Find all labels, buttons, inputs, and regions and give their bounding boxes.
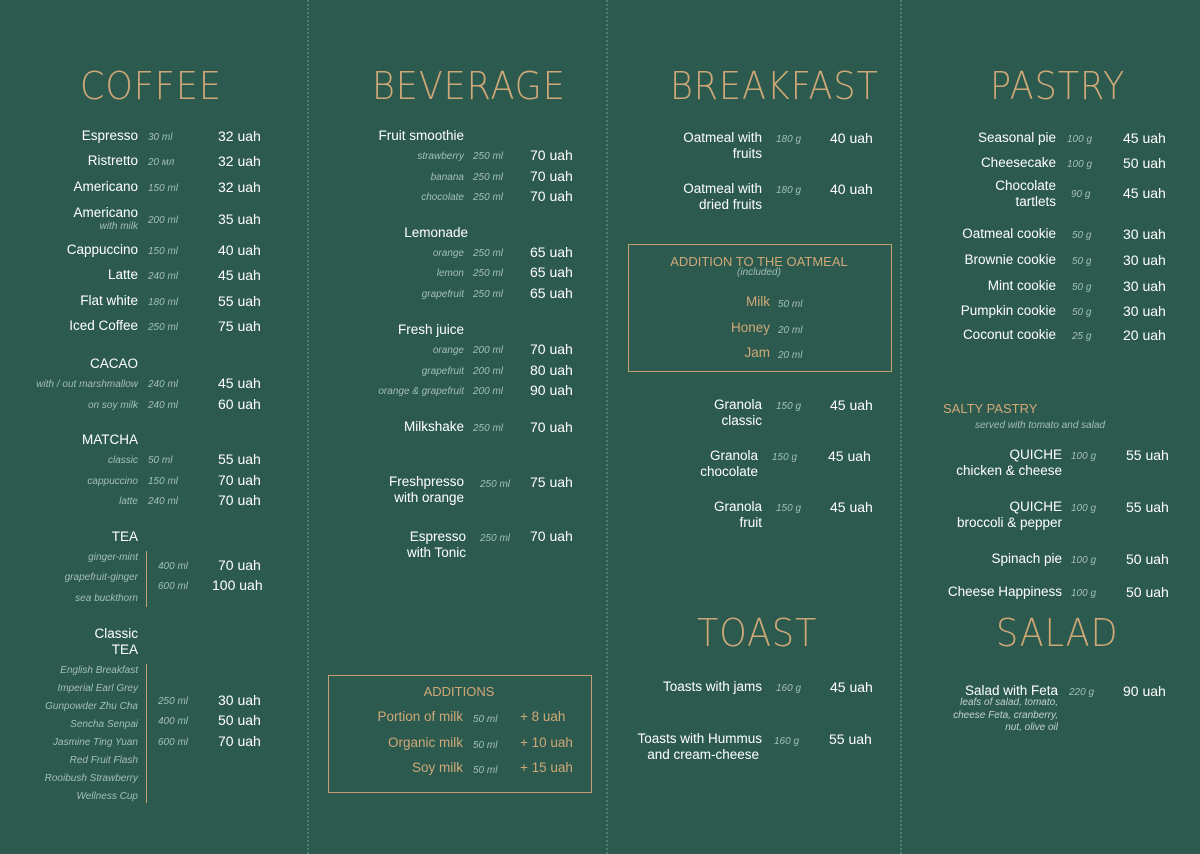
cacao-title: CACAO: [89, 356, 138, 371]
menu-item-size: 240 ml: [148, 379, 179, 390]
menu-item-size: 100 g: [1067, 159, 1093, 170]
menu-item-size: 180 ml: [148, 297, 179, 308]
menu-item-price: 55 uah: [218, 293, 261, 309]
tea-flavor: Gunpowder Zhu Cha: [45, 701, 138, 712]
menu-item-size: 200 ml: [473, 345, 504, 356]
menu-item-name: Americano: [73, 179, 138, 194]
menu-item-size: 250 ml: [480, 479, 511, 490]
menu-item-price: 40 uah: [830, 130, 873, 146]
menu-item-name: latte: [119, 496, 138, 507]
menu-item-size: 240 ml: [148, 496, 179, 507]
breakfast-heading: BREAKFAST: [670, 64, 879, 108]
menu-item-size: 180 g: [776, 134, 802, 145]
menu-item-price: 70 uah: [530, 168, 573, 184]
lemonade-title: Lemonade: [404, 225, 468, 240]
menu-item-size: 200 ml: [473, 386, 504, 397]
menu-item-size: 250 ml: [473, 423, 504, 434]
addition-name: Organic milk: [387, 735, 463, 750]
menu-item-price: 70 uah: [218, 492, 261, 508]
menu-item-name: Granola: [713, 397, 762, 412]
menu-item-size: 100 g: [1071, 588, 1097, 599]
menu-item-price: 30 uah: [1123, 303, 1166, 319]
menu-item-price: 70 uah: [530, 341, 573, 357]
menu-item-name: Espresso: [81, 128, 138, 143]
addition-name: Soy milk: [411, 760, 463, 775]
menu-item-name: and cream-cheese: [647, 747, 759, 762]
menu-item-price: 50 uah: [1126, 551, 1169, 567]
menu-item-name: Salad with Feta: [964, 683, 1058, 698]
menu-item-name: Granola: [713, 499, 762, 514]
menu-item-size: 400 ml: [158, 561, 189, 572]
menu-item-name: Latte: [107, 267, 138, 282]
menu-item-name: orange: [432, 345, 464, 356]
menu-item-price: 50 uah: [218, 712, 261, 728]
menu-item-name: Iced Coffee: [69, 318, 138, 333]
menu-item-size: 50 g: [1072, 307, 1092, 318]
menu-item-size: 600 ml: [158, 581, 189, 592]
tea-title: TEA: [111, 529, 138, 544]
menu-item-name: Chocolate: [995, 178, 1056, 193]
menu-item-price: 80 uah: [530, 362, 573, 378]
addition-size: 20 ml: [778, 350, 803, 361]
menu-item-name: Mint cookie: [987, 278, 1056, 293]
menu-item-name: grapefruit: [421, 366, 464, 377]
menu-item-name: Cheesecake: [980, 155, 1056, 170]
menu-item-size: 220 g: [1069, 687, 1095, 698]
menu-item-name: Pumpkin cookie: [960, 303, 1056, 318]
tea-flavor: English Breakfast: [60, 665, 138, 676]
addition-size: 50 ml: [473, 740, 498, 751]
menu-item-price: 70 uah: [530, 147, 573, 163]
tea-flavor: grapefruit-ginger: [64, 572, 138, 583]
menu-item-size: 160 g: [774, 736, 800, 747]
menu-item-name: tartlets: [1015, 194, 1056, 209]
menu-item-name: fruit: [739, 515, 762, 530]
menu-item-price: 45 uah: [830, 499, 873, 515]
menu-item-name: classic: [107, 455, 138, 466]
column-divider: [307, 0, 309, 854]
menu-item-price: 40 uah: [830, 181, 873, 197]
menu-item-name: QUICHE: [1009, 499, 1062, 514]
menu-item-price: 90 uah: [1123, 683, 1166, 699]
smoothie-title: Fruit smoothie: [378, 128, 464, 143]
menu-item-price: 40 uah: [218, 242, 261, 258]
menu-item-size: 160 g: [776, 683, 802, 694]
menu-item-price: 75 uah: [218, 318, 261, 334]
menu-item-description: leafs of salad, tomato,: [960, 697, 1058, 708]
addition-name: Portion of milk: [377, 709, 463, 724]
addition-price: + 15 uah: [520, 760, 573, 775]
menu-item-size: 240 ml: [148, 400, 179, 411]
tea-flavor: Jasmine Ting Yuan: [53, 737, 138, 748]
tea-flavor: Imperial Earl Grey: [57, 683, 138, 694]
menu-item-name: Flat white: [80, 293, 138, 308]
menu-item-size: 250 ml: [158, 696, 189, 707]
menu-item-name: Coconut cookie: [962, 327, 1056, 342]
menu-item-size: 250 ml: [473, 248, 504, 259]
menu-item-size: 250 ml: [473, 289, 504, 300]
menu-item-name: Seasonal pie: [977, 130, 1056, 145]
tea-flavor: Sencha Senpai: [70, 719, 138, 730]
menu-item-price: 35 uah: [218, 211, 261, 227]
freshpresso-name: with orange: [394, 490, 464, 505]
tea-flavor: sea buckthorn: [75, 593, 138, 604]
milkshake-name: Milkshake: [403, 419, 464, 434]
menu-item-price: 70 uah: [530, 528, 573, 544]
menu-item-size: 250 ml: [148, 322, 179, 333]
menu-item-size: 240 ml: [148, 271, 179, 282]
menu-item-name: Cappuccino: [66, 242, 138, 257]
tea-flavor: ginger-mint: [88, 552, 138, 563]
menu-item-name: on soy milk: [87, 400, 138, 411]
menu-item-name: grapefruit: [421, 289, 464, 300]
menu-item-price: 45 uah: [218, 267, 261, 283]
menu-item-price: 30 uah: [1123, 278, 1166, 294]
menu-item-size: 250 ml: [473, 192, 504, 203]
menu-item-size: 600 ml: [158, 737, 189, 748]
menu-item-size: 50 g: [1072, 256, 1092, 267]
menu-item-price: 32 uah: [218, 153, 261, 169]
menu-item-name: cappuccino: [87, 476, 138, 487]
menu-item-price: 45 uah: [828, 448, 871, 464]
menu-item-name: with / out marshmallow: [36, 379, 138, 390]
menu-item-size: 250 ml: [473, 172, 504, 183]
menu-item-price: 20 uah: [1123, 327, 1166, 343]
menu-item-size: 200 ml: [473, 366, 504, 377]
bracket-line: [146, 551, 147, 607]
menu-item-price: 90 uah: [530, 382, 573, 398]
menu-item-price: 65 uah: [530, 244, 573, 260]
menu-item-name: classic: [721, 413, 762, 428]
oatmeal-addition-note: (included): [737, 267, 781, 278]
addition-size: 50 ml: [473, 714, 498, 725]
bracket-line: [146, 664, 147, 803]
menu-item-name: chocolate: [700, 464, 758, 479]
juice-title: Fresh juice: [397, 322, 464, 337]
menu-item-size: 30 ml: [148, 132, 173, 143]
menu-item-price: 70 uah: [218, 557, 261, 573]
menu-item-price: 55 uah: [218, 451, 261, 467]
menu-item-name: Toasts with Hummus: [637, 731, 762, 746]
menu-item-price: 45 uah: [830, 397, 873, 413]
oatmeal-addition-title: ADDITION TO THE OATMEAL: [670, 254, 848, 269]
menu-item-price: 45 uah: [1123, 185, 1166, 201]
menu-item-name: broccoli & pepper: [956, 515, 1062, 530]
menu-item-size: 100 g: [1071, 503, 1097, 514]
menu-item-price: 70 uah: [530, 188, 573, 204]
menu-item-name: strawberry: [417, 151, 464, 162]
menu-item-name: Americano: [73, 205, 138, 220]
menu-item-size: 250 ml: [473, 268, 504, 279]
menu-item-name: Spinach pie: [991, 551, 1062, 566]
menu-item-price: 45 uah: [830, 679, 873, 695]
pastry-heading: PASTRY: [990, 64, 1126, 108]
menu-item-name: orange: [432, 248, 464, 259]
addition-size: 50 ml: [473, 765, 498, 776]
addition-name: Jam: [744, 345, 770, 360]
menu-item-name: Ristretto: [87, 153, 138, 168]
menu-item-description: nut, olive oil: [1005, 722, 1058, 733]
menu-item-price: 70 uah: [218, 733, 261, 749]
menu-item-size: 50 g: [1072, 282, 1092, 293]
menu-item-price: 32 uah: [218, 179, 261, 195]
column-divider: [606, 0, 608, 854]
menu-item-size: 90 g: [1071, 189, 1091, 200]
classic-tea-title: Classic: [94, 626, 138, 641]
freshpresso-name: Freshpresso: [388, 474, 464, 489]
menu-item-name: Granola: [709, 448, 758, 463]
toast-heading: TOAST: [697, 611, 818, 655]
menu-item-price: 45 uah: [218, 375, 261, 391]
menu-item-name: Oatmeal with: [683, 130, 762, 145]
menu-item-size: 50 g: [1072, 230, 1092, 241]
beverage-heading: BEVERAGE: [372, 64, 566, 108]
menu-item-name: banana: [430, 172, 464, 183]
menu-item-size: 100 g: [1067, 134, 1093, 145]
menu-item-size: 150 g: [776, 401, 802, 412]
addition-price: + 8 uah: [520, 709, 566, 724]
menu-item-size: 100 g: [1071, 451, 1097, 462]
additions-title: ADDITIONS: [423, 684, 495, 699]
menu-item-size: 400 ml: [158, 716, 189, 727]
menu-item-price: 70 uah: [218, 472, 261, 488]
menu-item-name: fruits: [732, 146, 762, 161]
menu-item-name: QUICHE: [1009, 447, 1062, 462]
menu-item-size: 250 ml: [473, 151, 504, 162]
addition-size: 20 ml: [778, 325, 803, 336]
menu-item-size: 150 g: [776, 503, 802, 514]
classic-tea-title: TEA: [111, 642, 138, 657]
menu-item-price: 32 uah: [218, 128, 261, 144]
tea-flavor: Wellness Cup: [76, 791, 138, 802]
menu-item-name: chocolate: [421, 192, 464, 203]
salty-pastry-note: served with tomato and salad: [975, 420, 1106, 431]
menu-item-price: 30 uah: [218, 692, 261, 708]
menu-item-note: with milk: [99, 221, 138, 232]
coffee-heading: COFFEE: [80, 64, 222, 108]
menu-item-name: Toasts with jams: [662, 679, 762, 694]
menu-item-price: 60 uah: [218, 396, 261, 412]
menu-item-size: 150 ml: [148, 476, 179, 487]
matcha-title: MATCHA: [82, 432, 138, 447]
addition-size: 50 ml: [778, 299, 803, 310]
tea-flavor: Rooibush Strawberry: [44, 773, 138, 784]
menu-item-size: 100 g: [1071, 555, 1097, 566]
menu-item-size: 25 g: [1072, 331, 1092, 342]
addition-name: Honey: [730, 320, 770, 335]
menu-item-price: 30 uah: [1123, 226, 1166, 242]
menu-item-price: 50 uah: [1123, 155, 1166, 171]
menu-item-size: 250 ml: [480, 533, 511, 544]
menu-item-description: cheese Feta, cranberry,: [953, 710, 1058, 721]
menu-item-price: 30 uah: [1123, 252, 1166, 268]
menu-item-name: chicken & cheese: [956, 463, 1062, 478]
menu-item-price: 55 uah: [829, 731, 872, 747]
menu-item-price: 45 uah: [1123, 130, 1166, 146]
menu-item-price: 55 uah: [1126, 447, 1169, 463]
menu-item-name: orange & grapefruit: [378, 386, 464, 397]
menu-item-size: 50 ml: [148, 455, 173, 466]
menu-item-size: 150 g: [772, 452, 798, 463]
espresso-tonic-name: Espresso: [409, 529, 466, 544]
espresso-tonic-name: with Tonic: [406, 545, 466, 560]
menu-item-price: 65 uah: [530, 285, 573, 301]
menu-item-size: 180 g: [776, 185, 802, 196]
menu-item-name: dried fruits: [698, 197, 762, 212]
menu-item-size: 150 ml: [148, 246, 179, 257]
menu-item-size: 20 мл: [148, 157, 175, 168]
menu-item-price: 50 uah: [1126, 584, 1169, 600]
menu-item-name: lemon: [436, 268, 464, 279]
menu-item-price: 75 uah: [530, 474, 573, 490]
menu-item-name: Oatmeal cookie: [962, 226, 1056, 241]
addition-price: + 10 uah: [520, 735, 573, 750]
menu-item-price: 55 uah: [1126, 499, 1169, 515]
menu-item-price: 65 uah: [530, 264, 573, 280]
menu-item-size: 200 ml: [148, 215, 179, 226]
menu-item-size: 150 ml: [148, 183, 179, 194]
menu-item-name: Brownie cookie: [964, 252, 1056, 267]
menu-item-name: Oatmeal with: [683, 181, 762, 196]
tea-flavor: Red Fruit Flash: [69, 755, 138, 766]
salty-pastry-title: SALTY PASTRY: [943, 401, 1038, 416]
menu-item-price: 100 uah: [212, 577, 263, 593]
addition-name: Milk: [746, 294, 770, 309]
column-divider: [900, 0, 902, 854]
menu-item-name: Cheese Happiness: [947, 584, 1062, 599]
menu-item-price: 70 uah: [530, 419, 573, 435]
salad-heading: SALAD: [996, 611, 1119, 655]
